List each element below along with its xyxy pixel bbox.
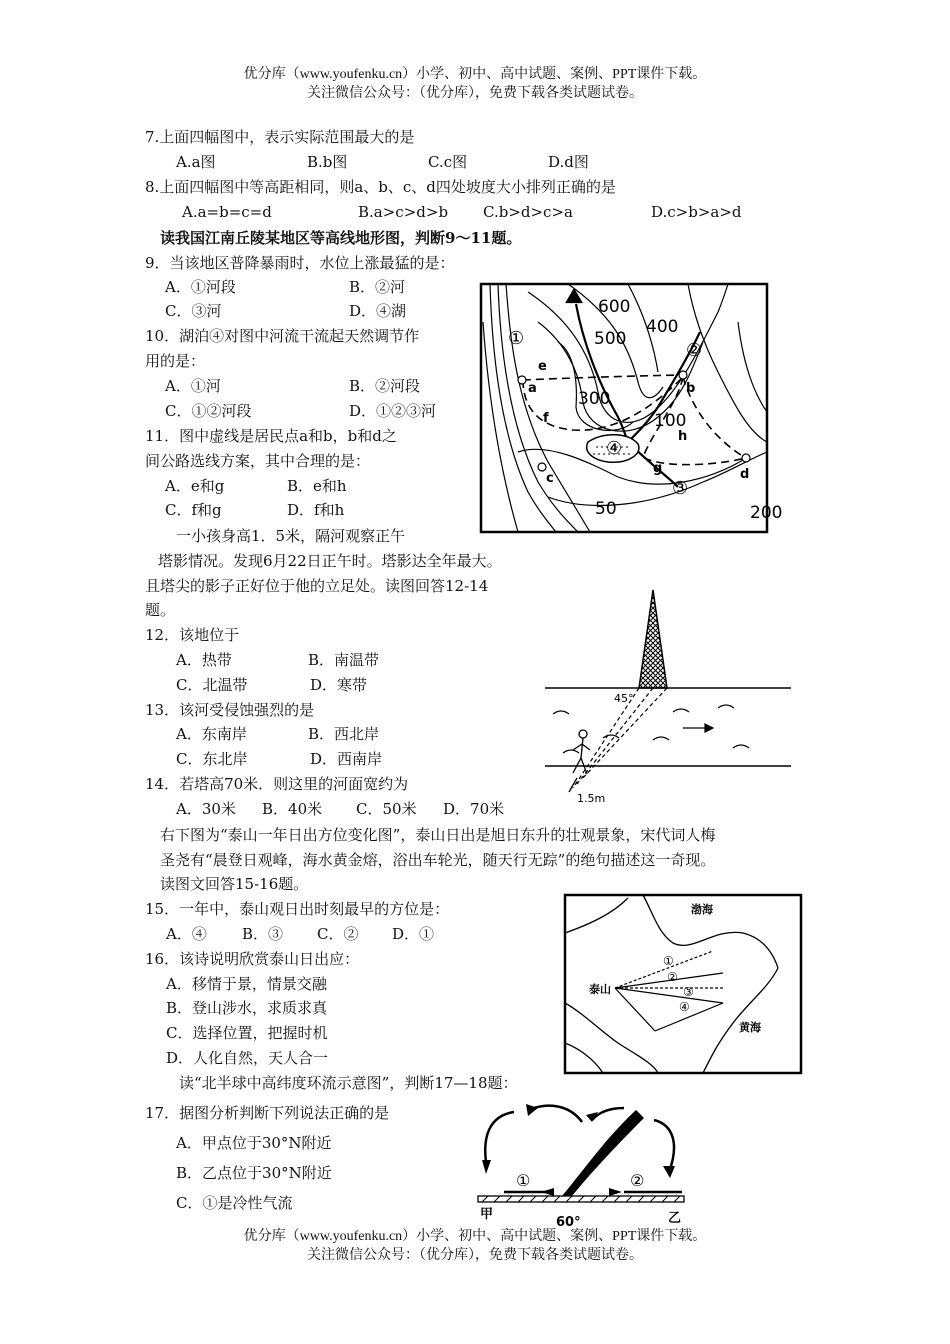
mark-2: ② <box>686 340 703 361</box>
q9-option-d: D．④湖 <box>349 302 407 320</box>
contour-map-frame <box>481 284 767 532</box>
huanghai-label: 黄海 <box>739 1021 761 1034</box>
intro-15-16-line-2: 圣尧有“晨登日观峰，海水黄金熔，浴出车轮光，随天行无踪”的绝句描述这一奇现。 <box>160 851 716 869</box>
q10-option-a: A．①河 <box>165 377 221 395</box>
bohai-label: 渤海 <box>691 903 713 916</box>
q17-option-c: C．①是冷性气流 <box>176 1194 293 1212</box>
q16-option-a: A．移情于景，情景交融 <box>166 975 327 993</box>
letter-f: f <box>543 411 549 426</box>
q12-option-b: B．南温带 <box>308 651 380 669</box>
letter-b: b <box>686 381 696 396</box>
q14-option-b: B．40米 <box>262 800 323 818</box>
q15-option-a: A．④ <box>166 925 207 943</box>
taishan-figure <box>563 893 803 1075</box>
taishan-mark-1: ① <box>663 954 674 968</box>
q10-option-b: B．②河段 <box>349 377 421 395</box>
q12-stem: 12．该地位于 <box>145 626 240 644</box>
q15-option-b: B．③ <box>242 925 284 943</box>
q12-option-d: D．寒带 <box>310 676 368 694</box>
q8-option-c: C.b>d>c>a <box>483 203 573 221</box>
q14-option-a: A．30米 <box>176 800 236 818</box>
letter-c: c <box>546 471 554 486</box>
intro-12-14-line-3: 且塔尖的影子正好位于他的立足处。读图回答12-14 <box>145 577 489 595</box>
angle-label: 45° <box>614 692 634 705</box>
q11-option-b: B．e和h <box>287 477 347 495</box>
taishan-mark-4: ④ <box>679 1000 690 1014</box>
taishan-mark-2: ② <box>667 970 678 984</box>
q11-option-d: D．f和h <box>287 501 345 519</box>
q9-option-b: B．②河 <box>349 278 406 296</box>
contour-label-200: 200 <box>750 503 783 523</box>
q7-option-a: A.a图 <box>176 153 216 171</box>
q11-option-a: A．e和g <box>165 477 225 495</box>
q12-option-a: A．热带 <box>176 651 232 669</box>
q9-option-a: A．①河段 <box>165 278 236 296</box>
intro-15-16-line-1: 右下图为“泰山一年日出方位变化图”，泰山日出是旭日东升的壮观景象，宋代词人梅 <box>160 826 716 844</box>
intro-17-18: 读“北半球中高纬度环流示意图”，判断17—18题： <box>179 1074 518 1092</box>
contour-label-300: 300 <box>578 389 611 409</box>
contour-label-500: 500 <box>594 329 627 349</box>
q8-option-d: D.c>b>a>d <box>651 203 742 221</box>
footer-line-1: 优分库（www.youfenku.cn）小学、初中、高中试题、案例、PPT课件下载。 <box>243 1229 707 1244</box>
tower-shape <box>639 590 667 688</box>
q7-option-c: C.c图 <box>428 153 468 171</box>
q7-option-d: D.d图 <box>548 153 589 171</box>
q11-option-c: C．f和g <box>165 501 222 519</box>
q8-option-a: A.a=b=c=d <box>182 203 272 221</box>
contour-label-400: 400 <box>646 317 679 337</box>
taishan-mark-3: ③ <box>683 985 694 999</box>
footer-line-2: 关注微信公众号：（优分库），免费下载各类试题试卷。 <box>307 1248 643 1263</box>
q10-option-c: C．①②河段 <box>165 402 252 420</box>
contour-label-100: 100 <box>654 411 687 431</box>
jia-label: 甲 <box>480 1207 494 1222</box>
q8-stem: 8.上面四幅图中等高距相同，则a、b、c、d四处坡度大小排列正确的是 <box>145 178 616 196</box>
child-figure <box>569 730 590 792</box>
q15-stem: 15．一年中，泰山观日出时刻最早的方位是： <box>145 900 450 918</box>
header-line-2: 关注微信公众号：（优分库），免费下载各类试题试卷。 <box>307 86 643 101</box>
q15-option-d: D．① <box>392 925 435 943</box>
mark-3: ③ <box>672 478 689 499</box>
q7-stem: 7.上面四幅图中，表示实际范围最大的是 <box>145 128 415 146</box>
q13-stem: 13．该河受侵蚀强烈的是 <box>145 701 315 719</box>
intro-12-14-line-4: 题。 <box>145 601 176 619</box>
tower-figure <box>543 588 793 808</box>
q15-option-c: C．② <box>317 925 359 943</box>
q11-stem-2: 间公路选线方案，其中合理的是： <box>145 452 371 470</box>
q17-option-b: B．乙点位于30°N附近 <box>176 1164 332 1182</box>
q13-option-a: A．东南岸 <box>176 725 247 743</box>
q9-option-c: C．③河 <box>165 302 222 320</box>
q12-option-c: C．北温带 <box>176 676 248 694</box>
q7-option-b: B.b图 <box>307 153 348 171</box>
q17-option-a: A．甲点位于30°N附近 <box>176 1134 332 1152</box>
header-line-1: 优分库（www.youfenku.cn）小学、初中、高中试题、案例、PPT课件下载。 <box>243 67 707 82</box>
contour-label-50: 50 <box>595 499 617 519</box>
intro-12-14-line-2: 塔影情况。发现6月22日正午时。塔影达全年最大。 <box>158 552 502 570</box>
contour-map-figure <box>478 282 783 534</box>
letter-h: h <box>678 429 688 444</box>
contour-label-600: 600 <box>598 297 631 317</box>
q17-stem: 17．据图分析判断下列说法正确的是 <box>145 1104 390 1122</box>
lat-label: 60° <box>556 1215 581 1230</box>
q10-stem-2: 用的是： <box>145 352 206 370</box>
q11-stem-1: 11．图中虚线是居民点a和b，b和d之 <box>145 427 397 445</box>
q16-option-d: D．人化自然，天人合一 <box>166 1049 329 1067</box>
height-label: 1.5m <box>577 792 606 805</box>
taishan-label: 泰山 <box>589 983 611 996</box>
q14-stem: 14．若塔高70米．则这里的河面宽约为 <box>145 775 409 793</box>
q9-stem: 9．当该地区普降暴雨时，水位上涨最猛的是： <box>145 254 455 272</box>
q16-option-c: C．选择位置，把握时机 <box>166 1024 328 1042</box>
circ-mark-2: ② <box>630 1171 645 1190</box>
yi-label: 乙 <box>668 1211 682 1226</box>
q8-option-b: B.a>c>d>b <box>358 203 449 221</box>
letter-g: g <box>653 461 663 476</box>
q10-option-d: D．①②③河 <box>349 402 437 420</box>
intro-12-14-line-1: 一小孩身高1．5米，隔河观察正午 <box>176 527 406 545</box>
intro-9-11: 读我国江南丘陵某地区等高线地形图，判断9～11题。 <box>160 229 522 247</box>
mark-1: ① <box>508 328 525 349</box>
q14-option-d: D．70米 <box>443 800 505 818</box>
q16-option-b: B．登山涉水，求质求真 <box>166 999 328 1017</box>
q16-stem: 16．该诗说明欣赏泰山日出应： <box>145 950 360 968</box>
circ-mark-1: ① <box>516 1171 531 1190</box>
mark-4: ④ <box>606 438 623 459</box>
q13-option-d: D．西南岸 <box>310 750 383 768</box>
circulation-figure <box>474 1100 692 1228</box>
q14-option-c: C．50米 <box>356 800 417 818</box>
letter-e: e <box>538 359 547 374</box>
letter-a: a <box>528 381 537 396</box>
q10-stem-1: 10．湖泊④对图中河流干流起天然调节作 <box>145 327 420 345</box>
letter-d: d <box>740 467 750 482</box>
q13-option-b: B．西北岸 <box>308 725 380 743</box>
q13-option-c: C．东北岸 <box>176 750 248 768</box>
intro-15-16-line-3: 读图文回答15-16题。 <box>160 875 309 893</box>
